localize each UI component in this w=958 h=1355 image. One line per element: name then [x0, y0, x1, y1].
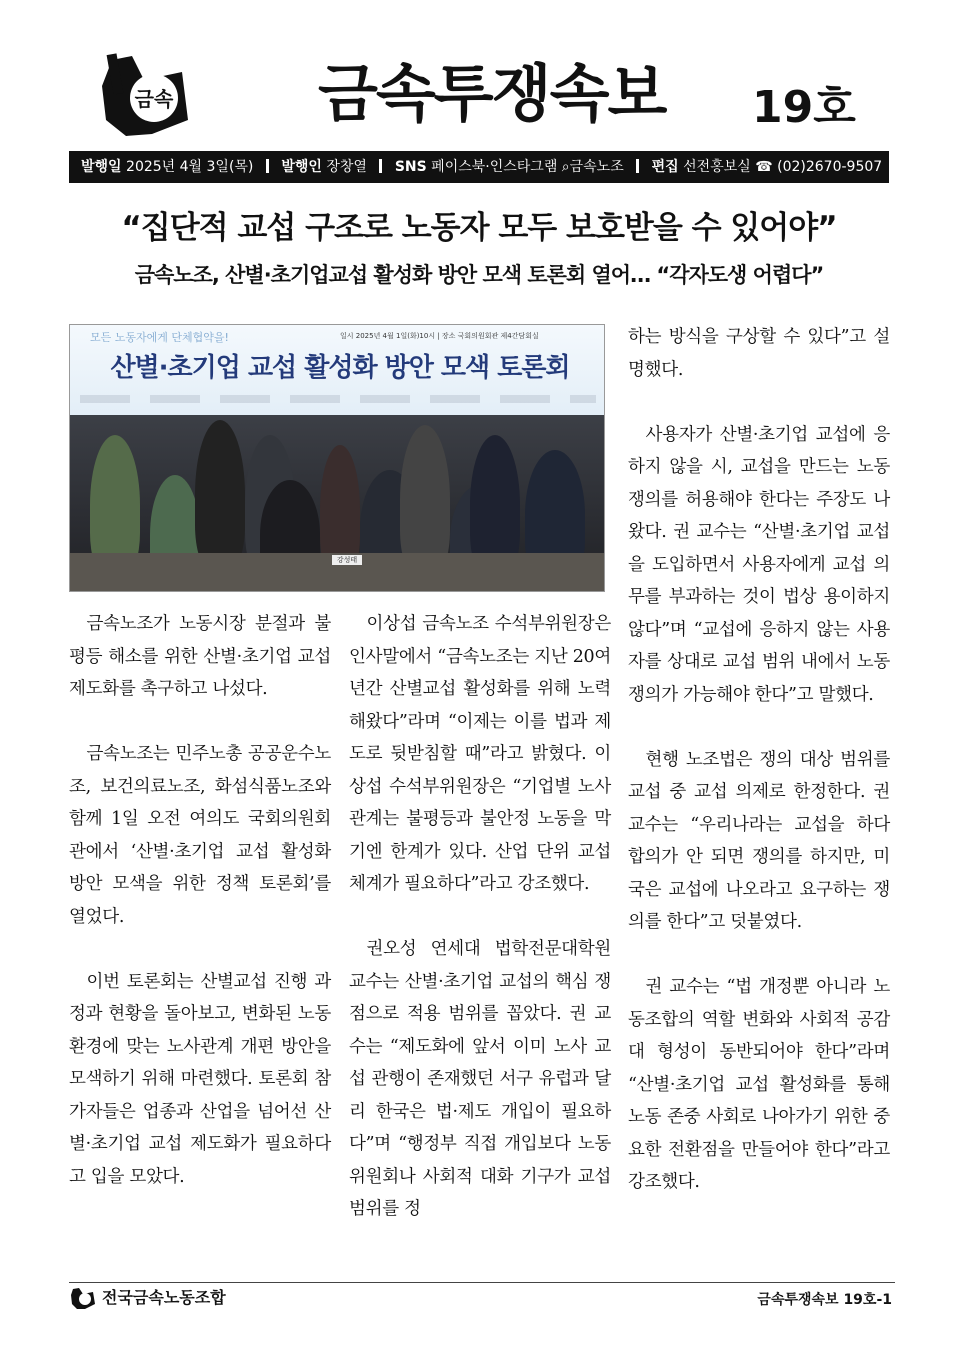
- article-paragraph: 이상섭 금속노조 수석부위원장은 인사말에서 “금속노조는 지난 20여 년간 산별교섭 활성화를 위해 노력해왔다”라며 “이제는 이를 법과 제도로 뒷받침할 때”라고 밝혔다. 이상섭 수석부위원장은 “기업별 노사관계는 불평등과 불안정 노동을 막기엔 한계가 있다. 산업 단위 교섭 체계가 필요하다”라고 강조했다.: [349, 614, 611, 894]
- footer-page-number: 금속투쟁속보 19호-1: [757, 1292, 892, 1308]
- separator: [636, 159, 639, 173]
- sponsor-logos: [80, 395, 596, 403]
- date-label: 발행일: [81, 159, 122, 175]
- article-paragraph: 권오성 연세대 법학전문대학원 교수는 산별·초기업 교섭의 핵심 쟁점으로 적용 범위를 꼽았다. 권 교수는 “제도화에 앞서 이미 노사 교섭 관행이 존재했던 서구 유럽과 달리 한국은 법·제도 개입이 필요하다”며 “행정부 직접 개입보다 노동위원회나 사회적 대화 기구가 교섭 범위를 정: [349, 939, 611, 1219]
- article-paragraph: 권 교수는 “법 개정뿐 아니라 노동조합의 역할 변화와 사회적 공감대 형성이 동반되어야 한다”라며 “산별·초기업 교섭 활성화를 통해 노동 존중 사회로 나아가기 위한 중요한 전환점을 만들어야 한다”라고 강조했다.: [628, 977, 890, 1192]
- sns-value: 페이스북·인스타그램 ⌕금속노조: [431, 159, 624, 175]
- article-paragraph: 사용자가 산별·초기업 교섭에 응하지 않을 시, 교섭을 만드는 노동쟁의를 허용해야 한다는 주장도 나왔다. 권 교수는 “산별·초기업 교섭을 도입하면서 사용자에게 교섭 의무를 부과하는 것이 법상 용이하지 않다”며 “교섭에 응하지 않는 사용자를 상대로 교섭 범위 내에서 노동쟁의가 가능해야 한다”고 말했다.: [628, 424, 890, 705]
- footer-organization: 전국금속노동조합: [102, 1288, 226, 1307]
- editor-value: 선전홍보실 ☎ (02)2670-9507: [683, 159, 883, 175]
- publisher-label: 발행인: [281, 159, 322, 175]
- publication-info-bar: [69, 151, 889, 183]
- article-column-1: [69, 608, 331, 1193]
- main-headline: “집단적 교섭 구조로 노동자 모두 보호받을 수 있어야”: [121, 210, 837, 246]
- union-small-logo-icon: [69, 1286, 97, 1310]
- separator: [379, 159, 382, 173]
- article-column-2: [349, 608, 611, 1226]
- issue-number: 19호: [752, 82, 856, 133]
- event-banner: [70, 325, 605, 415]
- article-paragraph: 현행 노조법은 쟁의 대상 범위를 교섭 중 교섭 의제로 한정한다. 권 교수는 “우리나라는 교섭을 하다 합의가 안 되면 쟁의를 하지만, 미국은 교섭에 나오라고 요구하는 쟁의를 한다”고 덧붙였다.: [628, 749, 890, 932]
- sns-label: SNS: [394, 159, 427, 175]
- article-paragraph: 하는 방식을 구상할 수 있다”고 설명했다.: [628, 327, 890, 380]
- footer-divider: [69, 1282, 895, 1283]
- sub-headline: 금속노조, 산별·초기업교섭 활성화 방안 모색 토론회 열어… “각자도생 어렵다”: [134, 263, 824, 287]
- editor-label: 편집: [651, 159, 679, 175]
- union-fist-logo: [92, 50, 194, 138]
- newsletter-title: 금속투쟁속보: [318, 57, 666, 130]
- article-paragraph: 이번 토론회는 산별교섭 진행 과정과 현황을 돌아보고, 변화된 노동환경에 맞는 노사관계 개편 방안을 모색하기 위해 마련했다. 토론회 참가자들은 업종과 산업을 넘어선 산별·초기업 교섭 제도화가 필요하다고 입을 모았다.: [69, 971, 331, 1187]
- article-column-3: [628, 321, 890, 1199]
- nameplate: 강성태: [332, 555, 362, 565]
- date-value: 2025년 4월 3일(목): [126, 159, 254, 175]
- article-paragraph: 금속노조가 노동시장 분절과 불평등 해소를 위한 산별·초기업 교섭 제도화를 촉구하고 나섰다.: [69, 614, 331, 699]
- logo-text: 금속: [134, 87, 174, 111]
- article-paragraph: 금속노조는 민주노총 공공운수노조, 보건의료노조, 화섬식품노조와 함께 1일 오전 여의도 국회의원회관에서 ‘산별·초기업 교섭 활성화 방안 모색을 위한 정책 토론회’를 열었다.: [69, 744, 331, 927]
- separator: [266, 159, 269, 173]
- banner-slogan: 모든 노동자에게 단체협약을!: [90, 331, 229, 344]
- publisher-value: 장창열: [326, 159, 367, 175]
- event-photo: [69, 324, 605, 592]
- banner-title: 산별·초기업 교섭 활성화 방안 모색 토론회: [110, 353, 570, 383]
- banner-meta: 일시 2025년 4월 1일(화)10시 | 장소 국회의원회관 제4간담회실: [340, 332, 539, 340]
